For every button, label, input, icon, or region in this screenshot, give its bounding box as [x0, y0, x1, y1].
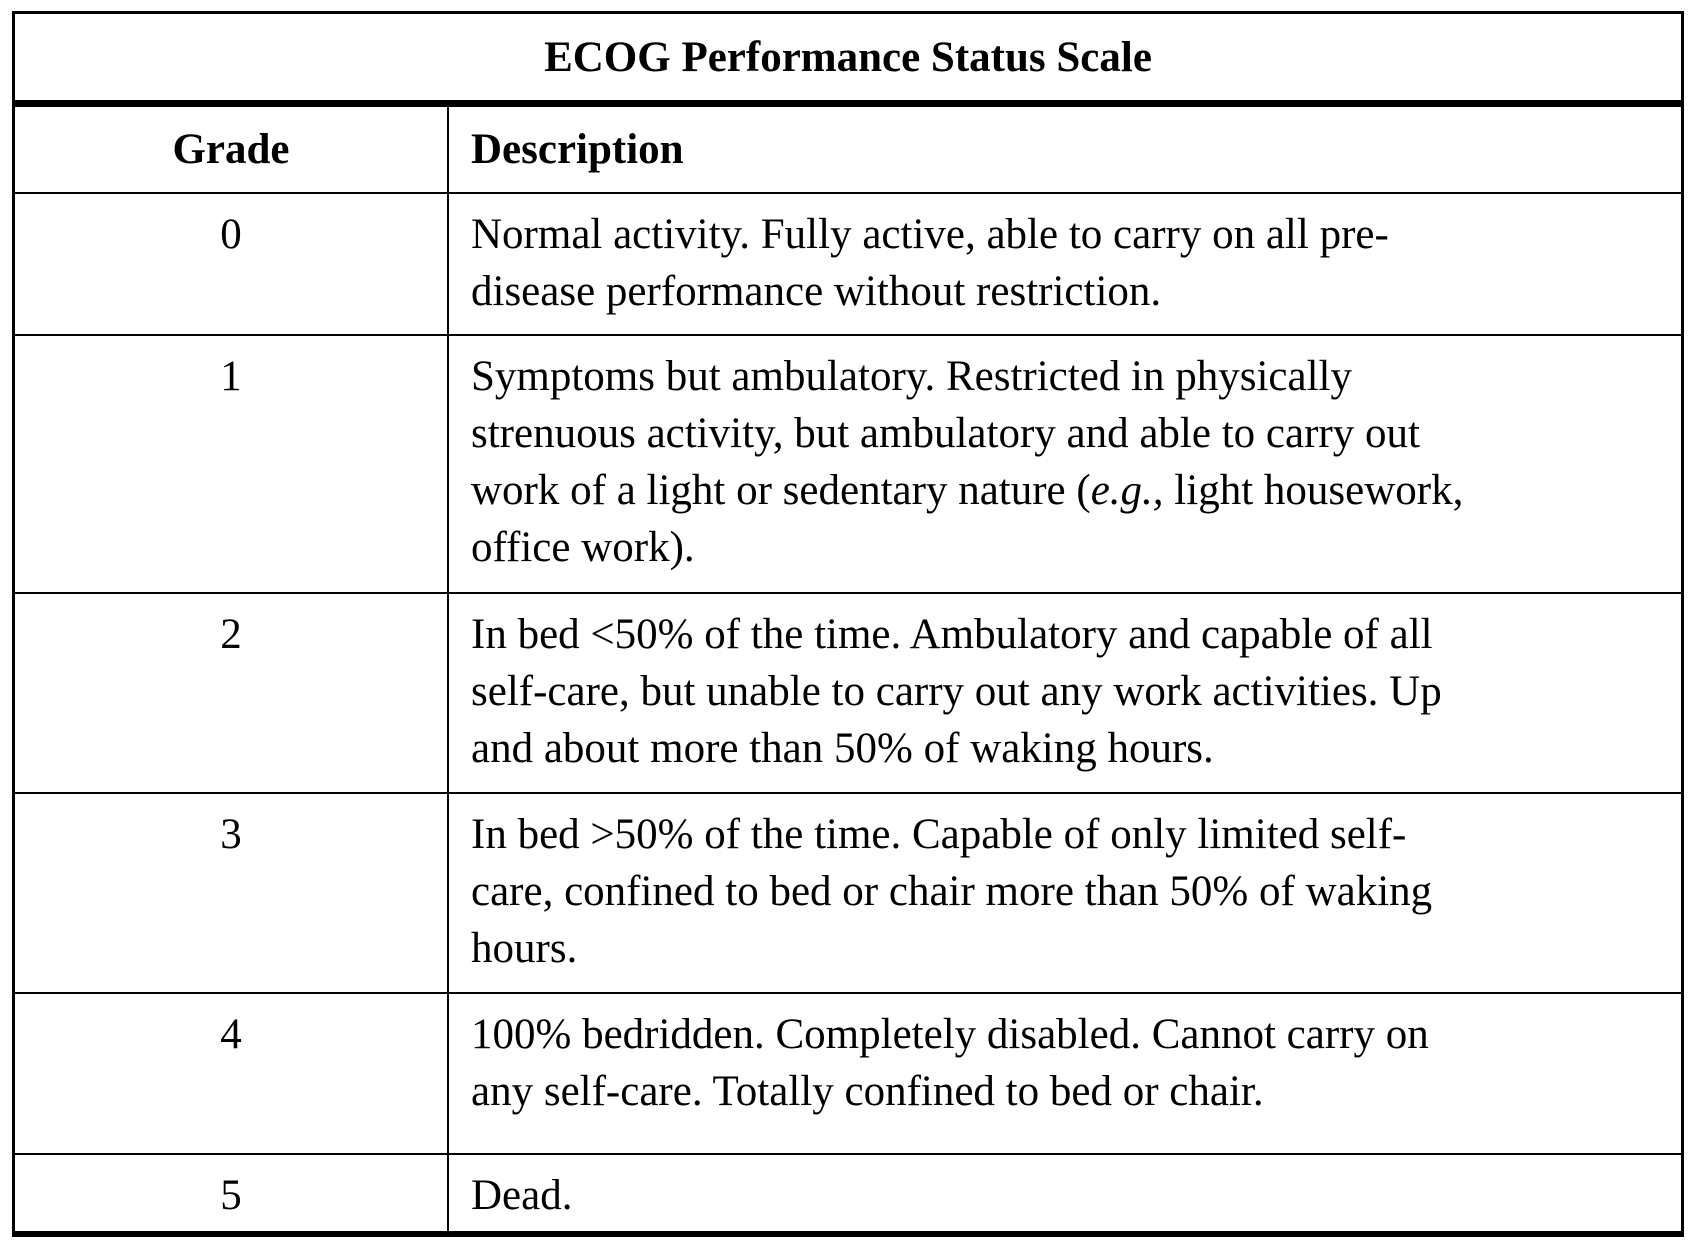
grade-cell: 1	[15, 336, 449, 592]
description-cell: Symptoms but ambulatory. Restricted in physically strenuous activity, but ambulatory and able to carry out work of a light or sedentary nature (e.g., light housework, office work).	[471, 353, 1464, 571]
header-description: Description	[471, 126, 684, 173]
grade-cell: 4	[15, 994, 449, 1153]
description-cell: Normal activity. Fully active, able to carry on all pre- disease performance without restriction.	[471, 211, 1389, 315]
table-row	[15, 1155, 1681, 1231]
description-cell: In bed >50% of the time. Capable of only limited self- care, confined to bed or chair more than 50% of waking hours.	[471, 811, 1433, 972]
table-row	[15, 994, 1681, 1155]
grade-cell: 5	[15, 1155, 449, 1231]
ecog-table	[12, 11, 1684, 1237]
grade-cell: 3	[15, 794, 449, 992]
table-title: ECOG Performance Status Scale	[15, 14, 1681, 107]
table-row	[15, 594, 1681, 794]
table-row	[15, 336, 1681, 594]
header-grade: Grade	[15, 107, 449, 192]
description-cell: 100% bedridden. Completely disabled. Cannot carry on any self-care. Totally confined to bed or chair.	[471, 1011, 1429, 1115]
table-row	[15, 194, 1681, 336]
grade-cell: 2	[15, 594, 449, 792]
header-row	[15, 107, 1681, 194]
description-cell: Dead.	[471, 1172, 573, 1219]
description-cell: In bed <50% of the time. Ambulatory and capable of all self-care, but unable to carry out any work activities. Up and about more than 50% of waking hours.	[471, 611, 1442, 772]
table-row	[15, 794, 1681, 994]
grade-cell: 0	[15, 194, 449, 334]
